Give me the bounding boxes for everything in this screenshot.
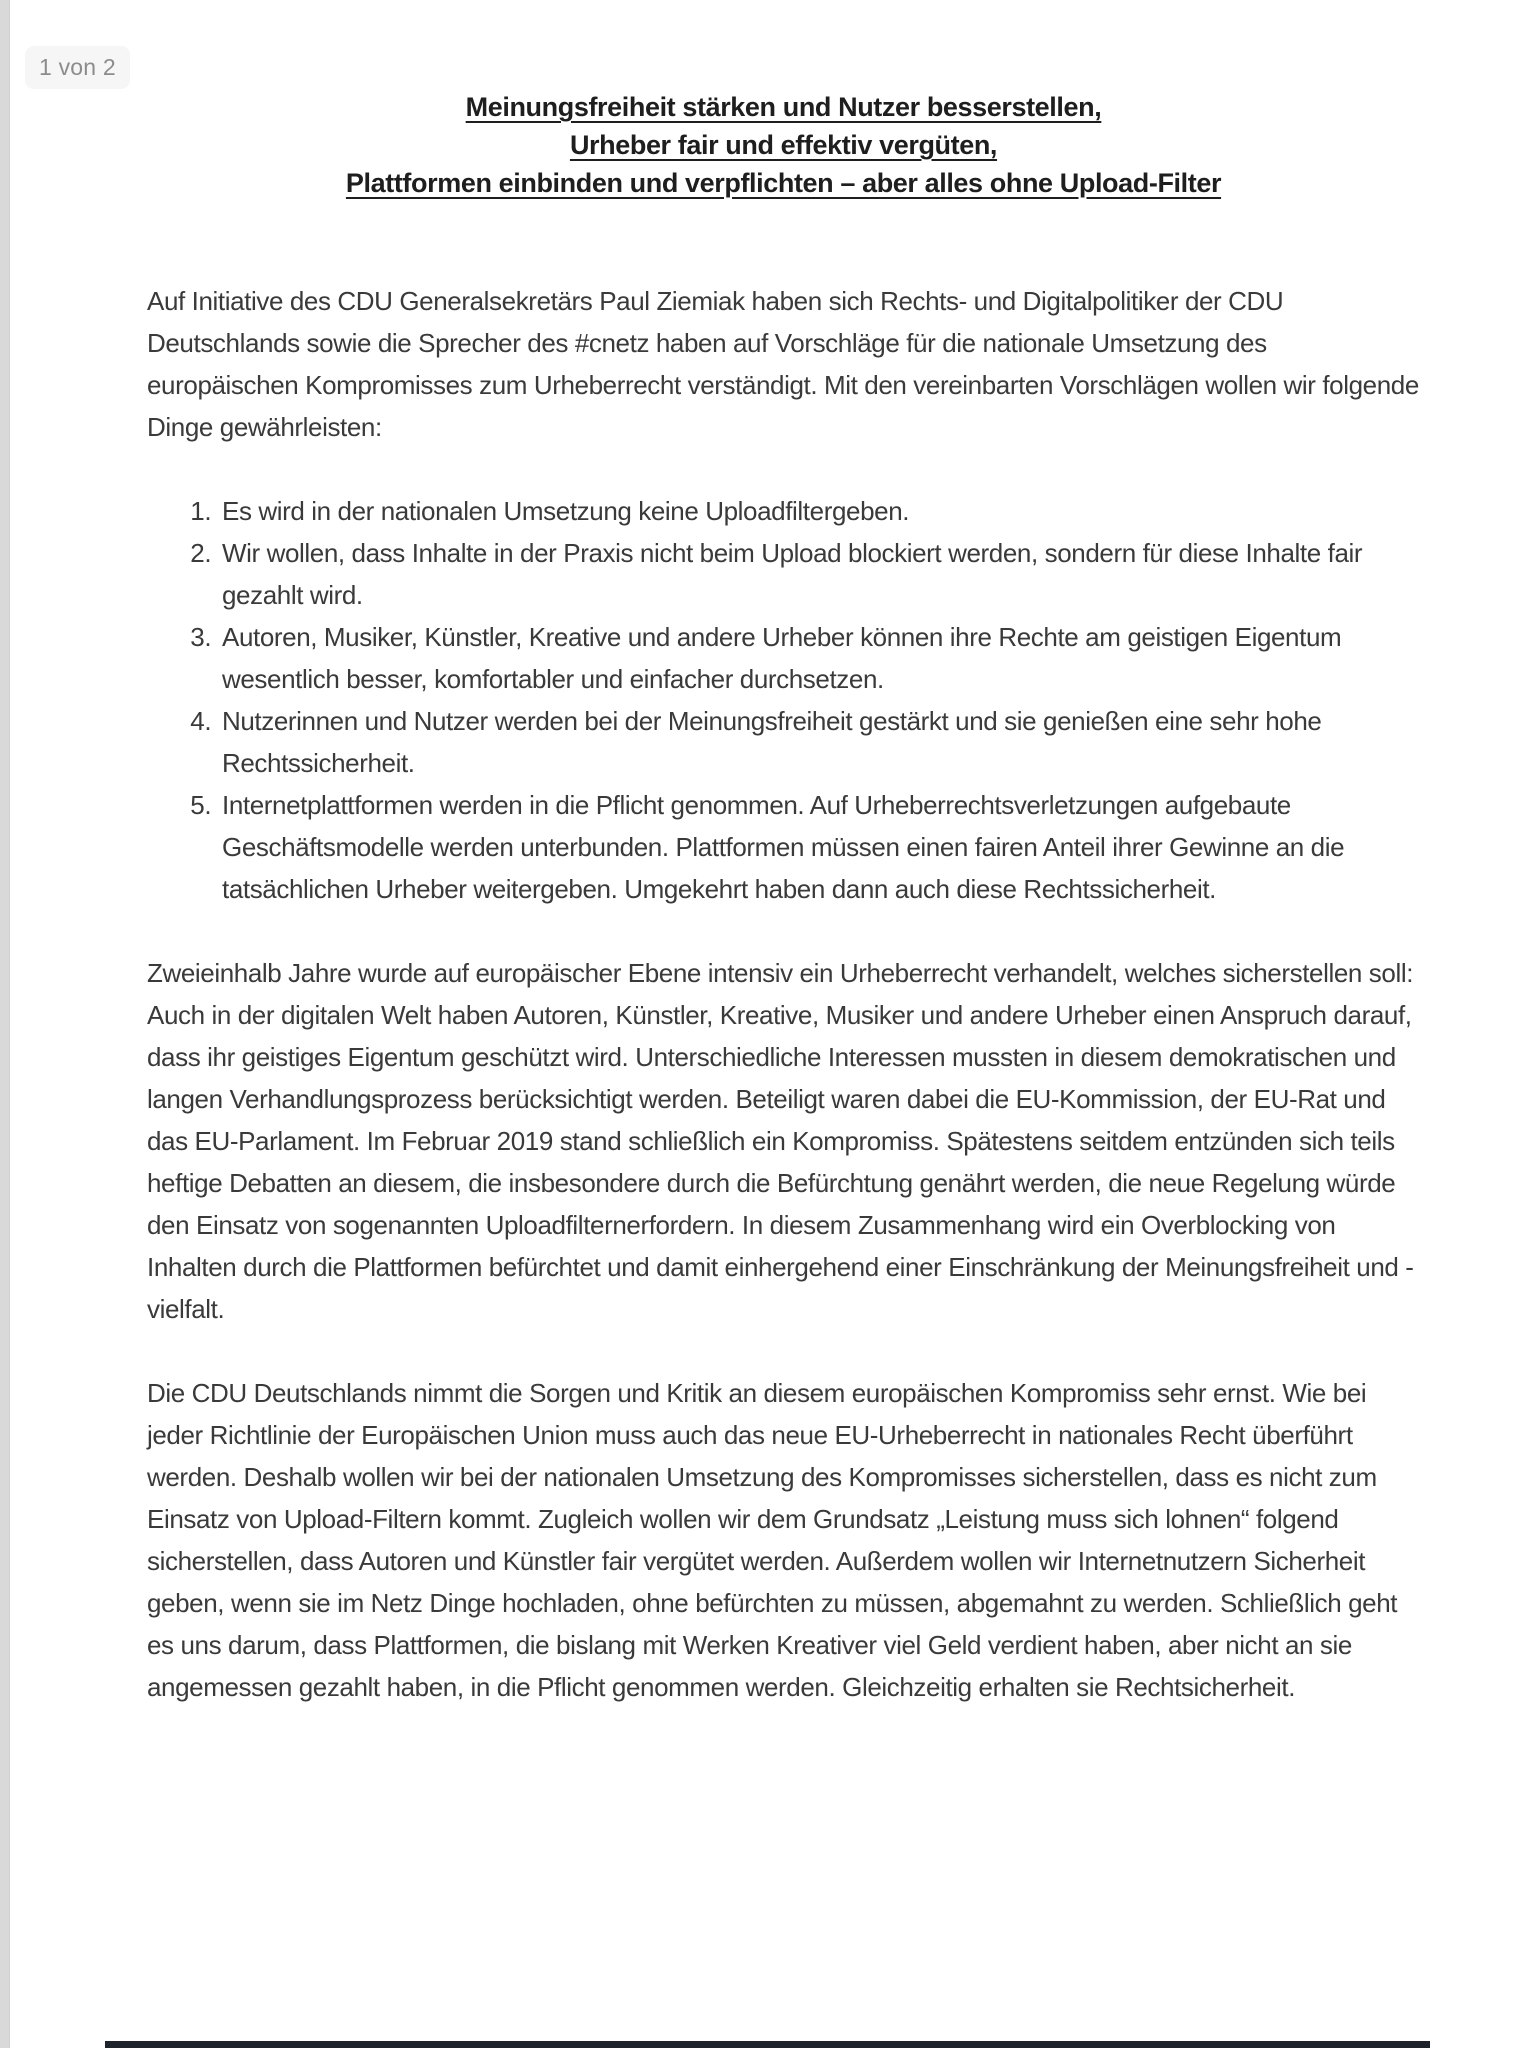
proposal-list	[147, 490, 1420, 910]
document-content	[147, 88, 1420, 1750]
document-title-line-3: Plattformen einbinden und verpflichten – aber alles ohne Upload-Filter	[345, 168, 1222, 198]
document-title	[147, 88, 1420, 202]
intro-paragraph: Auf Initiative des CDU Generalsekretärs Paul Ziemiak haben sich Rechts- und Digitalpolitiker der CDU Deutschlands sowie die Sprecher des #cnetz haben auf Vorschläge für die nationale Umsetzung des europäischen Kompromisses zum Urheberrecht verständigt. Mit den vereinbarten Vorschlägen wollen wir folgende Dinge gewährleisten:	[147, 286, 1419, 442]
list-item-4: 4. Nutzerinnen und Nutzer werden bei der Meinungsfreiheit gestärkt und sie genießen eine sehr hohe Rechtssicherheit.	[218, 700, 1420, 784]
document-title-line-1: Meinungsfreiheit stärken und Nutzer besserstellen,	[465, 92, 1102, 122]
document-title-line-2: Urheber fair und effektiv vergüten,	[569, 130, 998, 160]
list-item-2: 2. Wir wollen, dass Inhalte in der Praxis nicht beim Upload blockiert werden, sondern für diese Inhalte fair gezahlt wird.	[218, 532, 1420, 616]
page-indicator-badge: 1 von 2	[25, 46, 130, 89]
list-item-5: 5. Internetplattformen werden in die Pflicht genommen. Auf Urheberrechtsverletzungen aufgebaute Geschäftsmodelle werden unterbunden. Plattformen müssen einen fairen Anteil ihrer Gewinne an die tatsächlichen Urheber weitergeben. Umgekehrt haben dann auch diese Rechtssicherheit.	[218, 784, 1420, 910]
page-edge-strip	[0, 0, 10, 2048]
cdu-position-paragraph: Die CDU Deutschlands nimmt die Sorgen und Kritik an diesem europäischen Kompromiss sehr ernst. Wie bei jeder Richtlinie der Europäischen Union muss auch das neue EU-Urheberrecht in nationales Recht überführt werden. Deshalb wollen wir bei der nationalen Umsetzung des Kompromisses sicherstellen, dass es nicht zum Einsatz von Upload-Filtern kommt. Zugleich wollen wir dem Grundsatz „Leistung muss sich lohnen“ folgend sicherstellen, dass Autoren und Künstler fair vergütet werden. Außerdem wollen wir Internetnutzern Sicherheit geben, wenn sie im Netz Dinge hochladen, ohne befürchten zu müssen, abgemahnt zu werden. Schließlich geht es uns darum, dass Plattformen, die bislang mit Werken Kreativer viel Geld verdient haben, aber nicht an sie angemessen gezahlt haben, in die Pflicht genommen werden. Gleichzeitig erhalten sie Rechtsicherheit.	[147, 1378, 1398, 1702]
negotiation-paragraph: Zweieinhalb Jahre wurde auf europäischer Ebene intensiv ein Urheberrecht verhandelt, welches sicherstellen soll: Auch in der digitalen Welt haben Autoren, Künstler, Kreative, Musiker und andere Urheber einen Anspruch darauf, dass ihr geistiges Eigentum geschützt wird. Unterschiedliche Interessen mussten in diesem demokratischen und langen Verhandlungsprozess berücksichtigt werden. Beteiligt waren dabei die EU-Kommission, der EU-Rat und das EU-Parlament. Im Februar 2019 stand schließlich ein Kompromiss. Spätestens seitdem entzünden sich teils heftige Debatten an diesem, die insbesondere durch die Befürchtung genährt werden, die neue Regelung würde den Einsatz von sogenannten Uploadfilternerfordern. In diesem Zusammenhang wird ein Overblocking von Inhalten durch die Plattformen befürchtet und damit einhergehend einer Einschränkung der Meinungsfreiheit und -vielfalt.	[147, 958, 1414, 1324]
bottom-separator-bar	[105, 2041, 1430, 2048]
list-item-3: 3. Autoren, Musiker, Künstler, Kreative und andere Urheber können ihre Rechte am geistigen Eigentum wesentlich besser, komfortabler und einfacher durchsetzen.	[218, 616, 1420, 700]
list-item-1: 1. Es wird in der nationalen Umsetzung keine Uploadfiltergeben.	[218, 490, 1420, 532]
